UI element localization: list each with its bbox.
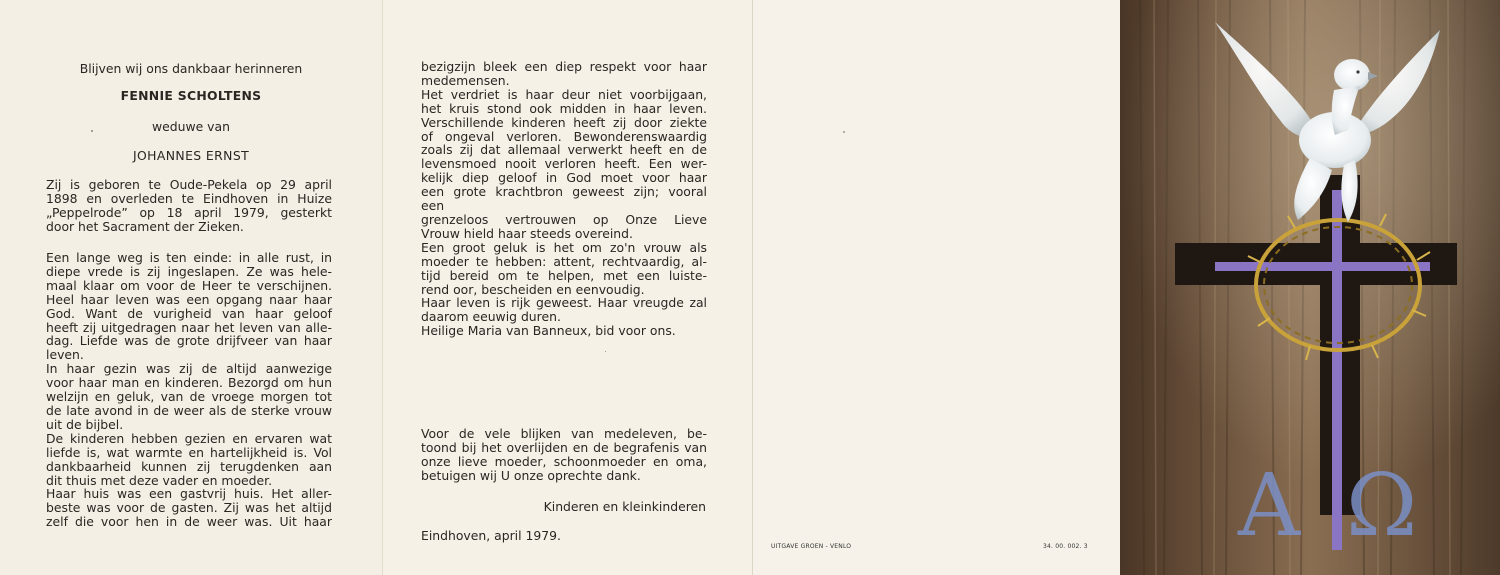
continuation-paragraph [421,60,707,338]
light-glow [1120,0,1500,575]
spouse-name: JOHANNES ERNST [132,148,250,163]
place-date-line: Eindhoven, april 1979. [421,528,561,543]
text-line: liefde is, wat warmte en hartelijkheid is. Vol [46,444,332,460]
text-line: bezigzijn bleek een diep respekt voor haar [421,59,707,74]
alpha-letter: A [1238,456,1301,556]
text-line: grenzeloos vertrouwen op Onze Lieve [421,211,707,227]
text-line: of ongeval verloren. Bewonderenswaardig [421,128,707,144]
text-line: leven. [46,347,84,363]
text-line: betuigen wij U onze oprechte dank. [421,467,641,483]
signature-line: Kinderen en kleinkinderen [543,499,706,514]
text-line: maal klaar om voor de Heer te verschijnen. [46,277,332,293]
text-line: welzijn en geluk, van de vroege morgen tot [46,389,332,405]
text-line: beste was voor de gasten. Zij was het altijd [46,500,332,516]
artwork-svg [1120,0,1500,575]
text-line: voor haar man en kinderen. Bezorgd om hun [46,375,332,391]
text-line: God. Want de vurigheid van haar geloof [46,305,332,321]
text-line: dit thuis met deze vader en moeder. [46,472,273,488]
text-line: diepe vrede is zij ingeslapen. Ze was hele- [46,263,332,279]
text-line: rend oor, bescheiden en eenvoudig. [421,281,645,297]
left-page [0,0,382,575]
text-line: het kruis stond ook midden in haar leven. [421,100,707,116]
relation-line: weduwe van [152,119,230,134]
omega-letter: Ω [1346,456,1418,556]
paper-speck [843,131,845,133]
text-line: tijd bereid om te helpen, met een luiste- [421,267,707,283]
text-line: uit de bijbel. [46,416,124,432]
text-line: Heilige Maria van Banneux, bid voor ons. [421,323,676,339]
text-line: moeder te hebben: attent, rechtvaardig, al- [421,253,707,269]
cross-purple-beam [1215,262,1430,271]
text-line: zelf die voor hen in de weer was. Uit haar [46,514,332,530]
text-line: Het verdriet is haar deur niet voorbijgaan, [421,86,707,102]
publisher-imprint: UITGAVE GROEN - VENLO [771,543,852,550]
life-paragraph [46,251,332,529]
paper-speck [605,351,606,352]
text-line: een grote krachtbron geweest zijn; vooral een [421,184,707,214]
text-line: Haar leven is rijk geweest. Haar vreugde zal [421,295,707,311]
paper-speck [91,130,93,132]
text-line: Vrouw hield haar steeds overeind. [421,225,633,241]
text-line: toond bij het overlijden en de begrafenis van [421,439,707,455]
text-line: Voor de vele blijken van medeleven, be- [421,426,707,441]
text-line: dankbaarheid kunnen zij terugdenken aan [46,458,332,474]
card-code: 34. 00. 002. 3 [1043,543,1088,550]
devotional-artwork [1120,0,1500,575]
middle-page [382,0,752,575]
thanks-paragraph [421,427,707,483]
text-line: Een groot geluk is het om zo'n vrouw als [421,239,707,255]
cross-purple-post [1332,190,1342,550]
text-line: dag. Liefde was de grote drijfveer van haar [46,333,332,349]
text-line: Een lange weg is ten einde: in alle rust, in [46,250,332,265]
text-line: door het Sacrament der Zieken. [46,218,244,234]
text-line: heeft zij uitgedragen naar het leven van alle- [46,319,332,335]
text-line: daarom eeuwig duren. [421,309,561,325]
text-line: medemensen. [421,72,510,88]
back-page [752,0,1120,575]
text-line: kelijk diep geloof in God moet voor haar [421,170,707,186]
text-line: de late avond in de weer als de sterke vrouw [46,402,332,418]
deceased-name: FENNIE SCHOLTENS [120,88,262,103]
birth-death-paragraph [46,178,332,234]
text-line: levensmoed nooit verloren heeft. Een wer- [421,156,707,172]
text-line: Heel haar leven was een opgang naar haar [46,291,332,307]
text-line: Haar huis was een gastvrij huis. Het aller- [46,486,332,502]
text-line: „Peppelrode” op 18 april 1979, gesterkt [46,204,332,220]
text-line: De kinderen hebben gezien en ervaren wat [46,430,332,446]
text-line: onze lieve moeder, schoonmoeder en oma, [421,453,707,469]
text-line: zoals zij dat allemaal verwerkt heeft en de [421,142,707,158]
text-line: Zij is geboren te Oude-Pekela op 29 april [46,177,332,192]
text-line: Verschillende kinderen heeft zij door ziekte [421,114,707,130]
text-line: 1898 en overleden te Eindhoven in Huize [46,190,332,206]
intro-line: Blijven wij ons dankbaar herinneren [79,61,303,76]
text-line: In haar gezin was zij de altijd aanwezige [46,361,332,377]
